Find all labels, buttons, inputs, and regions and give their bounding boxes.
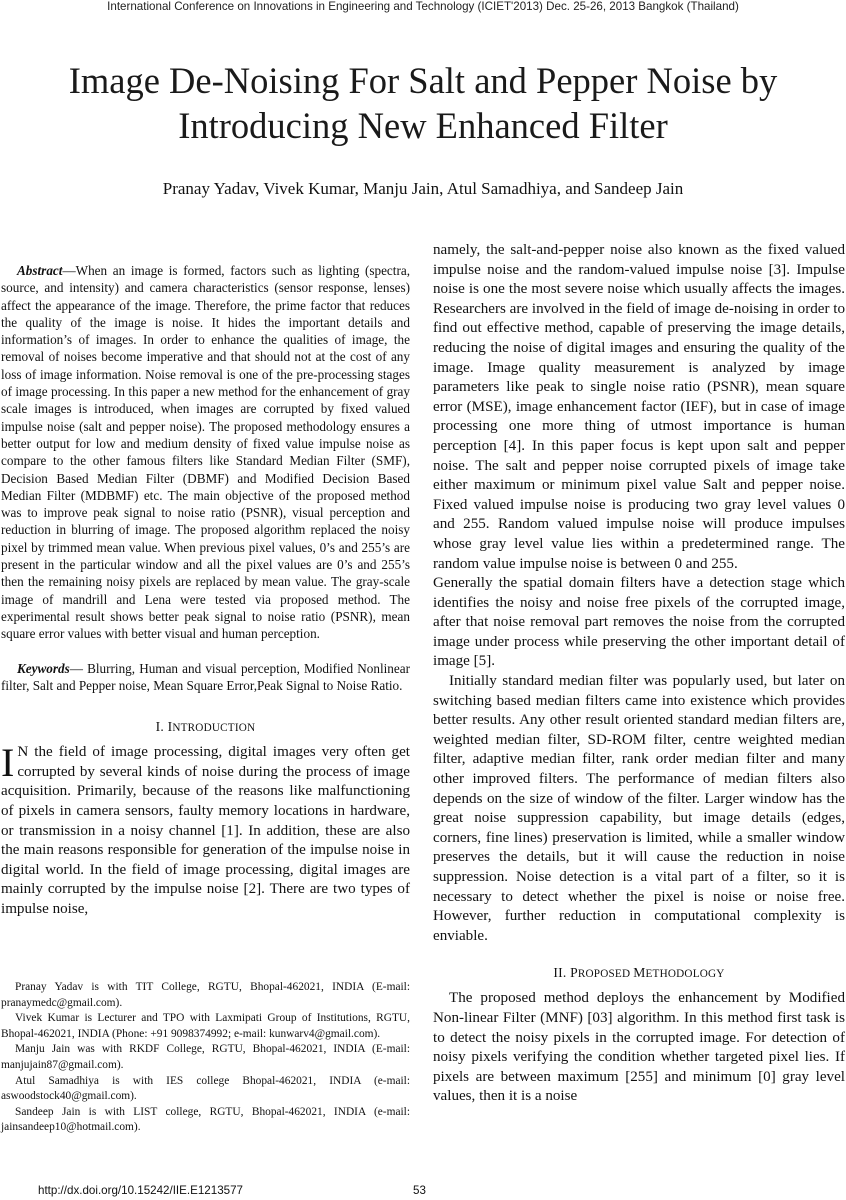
section-heading-proposed-methodology: II. PROPOSED METHODOLOGY — [553, 965, 725, 981]
keywords-label: Keywords — [17, 660, 70, 676]
page-number: 53 — [413, 1184, 426, 1197]
footnote-item: Pranay Yadav is with TIT College, RGTU, Bhopal-462021, INDIA (E-mail: pranaymedc@gmail.com). — [1, 981, 410, 1009]
right-column — [433, 241, 845, 1107]
footnote-item: Vivek Kumar is Lecturer and TPO with Laxmipati Group of Institutions, RGTU, Bhopal-462021, INDIA (Phone: +91 9098374992; e-mail: kunwarv4@gmail.com). — [1, 1012, 410, 1040]
drop-cap: I — [1, 740, 15, 786]
intro-paragraph-2: Generally the spatial domain filters have a detection stage which identifies the noisy and noise free pixels of the corrupted image, after that noise removal part removes the noise from the corrupted image under process while preserving the other important detail of image [5]. — [433, 575, 845, 670]
abstract-label: Abstract — [17, 263, 63, 278]
author-list: Pranay Yadav, Vivek Kumar, Manju Jain, Atul Samadhiya, and Sandeep Jain — [162, 179, 684, 198]
footnote-item: Sandeep Jain is with LIST college, RGTU, Bhopal-462021, INDIA (e-mail: jainsandeep10@hotmail.com). — [1, 1105, 410, 1134]
section-heading-introduction: I. INTRODUCTION — [155, 719, 256, 735]
keywords — [1, 660, 410, 695]
running-header: International Conference on Innovations in Engineering and Technology (ICIET'2013) Dec. 25-26, 2013 Bangkok (Thailand) — [107, 0, 739, 13]
author-footnotes — [1, 980, 410, 1136]
methodology-paragraph-1: The proposed method deploys the enhancement by Modified Non-linear Filter (MNF) [03] algorithm. In this method first task is to detect the noisy pixels in the corrupted image. For detection of noisy pixels verifying the condition whether targeted pixel lies. If pixels are between maximum [255] and minimum [0] gray level values, then it is a noise — [433, 990, 845, 1105]
footnote-item: Atul Samadhiya is with IES college Bhopal-462021, INDIA (e-mail: aswoodstock40@gmail.com). — [1, 1074, 410, 1103]
abstract-text: —When an image is formed, factors such as lighting (spectra, source, and intensity) and camera characteristics (sensor response, lenses) affect the appearance of the image. Therefore, the prime factor that reduces the quality of the image is noise. It hides the important details and information’s of images. In order to enhance the qualities of image, the removal of noises become imperative and that should not at the cost of any loss of image information. Noise removal is one of the pre-processing stages of image processing. In this paper a new method for the enhancement of gray scale images is introduced, when images are corrupted by fixed valued impulse noise (salt and pepper noise). The proposed methodology ensures a better output for low and medium density of fixed value impulse noise as compare to the other famous filters like Standard Median Filter (SMF), Decision Based Median Filter (DBMF) and Modified Decision Based Median Filter (MDBMF) etc. The main objective of the proposed method was to improve peak signal to noise ratio (PSNR), visual perception and reduction in blurring of image. The proposed algorithm replaced the noisy pixel by trimmed mean value. When previous pixel values, 0’s and 255’s are present in the particular window and all the pixel values are 0’s and 255’s then the remaining noisy pixels are replaced by mean value. The gray-scale image of mandrill and Lena were tested via proposed method. The experimental result shows better peak signal to noise ratio (PSNR), mean square error values with better visual and human perception. — [1, 263, 410, 642]
paper-title: Image De-Noising For Salt and Pepper Noise by Introducing New Enhanced Filter — [68, 60, 778, 146]
left-column — [1, 262, 410, 919]
footnote-item: Manju Jain was with RKDF College, RGTU, Bhopal-462021, INDIA (E-mail: manjujain87@gmail.com). — [1, 1043, 410, 1071]
intro-paragraph-1-continued: namely, the salt-and-pepper noise also known as the fixed valued impulse noise and the random-valued impulse noise [3]. Impulse noise is one the most severe noise which usually affects the images. Researchers are involved in the field of image de-noising in order to find out effective method, capable of preserving the image details, reducing the noise of digital images and ensuring the quality of the image. Image quality measurement is analyzed by image parameters like peak to single noise ratio (PSNR), mean square error (MSE), image enhancement factor (IEF), but in case of image processing one more thing of utmost importance is human perception [4]. In this paper focus is kept upon salt and pepper noise. The salt and pepper noise corrupted pixels of image take either maximum or minimum pixel value Salt and pepper noise. Fixed valued impulse noise is producing two gray level values 0 and 255. Random valued impulse noise will produce impulses whose gray level value lies within a predetermined range. The random value impulse noise is between 0 and 255. — [433, 242, 846, 572]
intro-paragraph-1: I N the field of image processing, digital images very often get corrupted by several kinds of noise during the process of image acquisition. Primarily, because of the reasons like malfunctioning of pixels in camera sensors, faulty memory locations in hardware, or transmission in a noisy channel [1]. In addition, these are also the main reasons responsible for generation of the impulse noise in digital world. In the field of image processing, digital images are mainly corrupted by the impulse noise [2]. There are two types of impulse noise, — [1, 740, 410, 917]
keywords-text: — Blurring, Human and visual perception, Modified Nonlinear filter, Salt and Pepper noise, Mean Square Error,Peak Signal to Noise Ratio. — [1, 660, 410, 693]
doi-link[interactable]: http://dx.doi.org/10.15242/IIE.E1213577 — [38, 1184, 243, 1197]
intro-paragraph-3: Initially standard median filter was popularly used, but later on switching based median filters came into existence which provides better results. Any other result oriented standard median filters are, weighted median filter, SD-ROM filter, centre weighted median filter, adaptive median filter, rank order median filter and many other improved filters. The performance of median filters also depends on the size of window of the filter. Larger window has the great noise suppression capability, but image details (edges, corners, fine lines) preservation is limited, while a smaller window preserves the details, but it will cause the reduction in noise suppression. Noise detection is a vital part of a filter, so it is necessary to detect whether the pixel is noise or noise free. However, further reduction in computational complexity is enviable. — [433, 673, 845, 944]
abstract — [1, 262, 410, 643]
